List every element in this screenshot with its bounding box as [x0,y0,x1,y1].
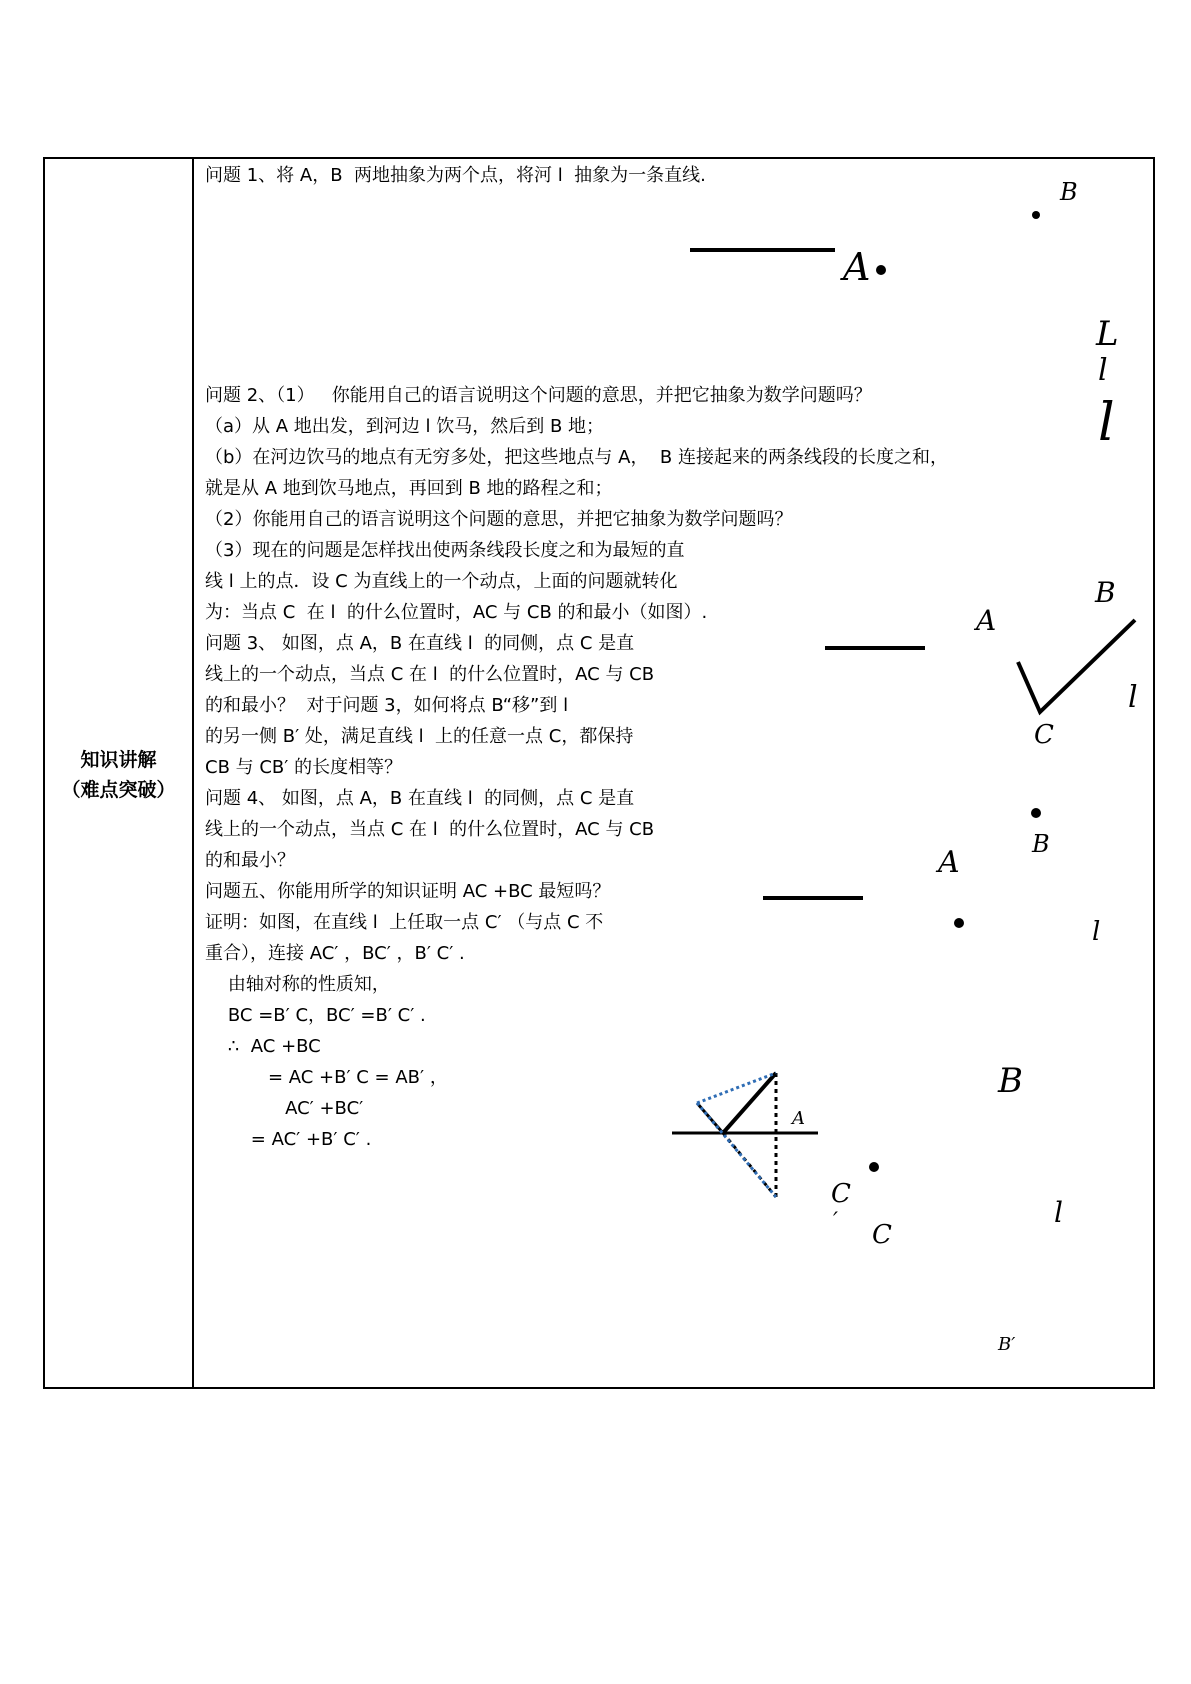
label-l-large: l [1098,393,1115,453]
label-a: A [976,604,997,637]
point-b-dot [1032,211,1040,219]
label-c: C [1034,720,1054,750]
text-line: 线 l 上的点．设 C 为直线上的一个动点，上面的问题就转化 [205,571,678,592]
path-acb [1018,620,1135,712]
text-line: （a）从 A 地出发，到河边 l 饮马，然后到 B 地； [205,416,605,437]
text-line: 问题 2、（1） 你能用自己的语言说明这个问题的意思，并把它抽象为数学问题吗？ [205,385,872,406]
text-line: 线上的一个动点，当点 C 在 l 的什么位置时，AC 与 CB [205,819,655,840]
text-line: = AC +B′ C = AB′ ， [205,1067,448,1088]
point-dot [869,1162,879,1172]
text-line: 就是从 A 地到饮马地点，再回到 B 地的路程之和； [205,478,613,499]
label-b-prime: B′ [998,1334,1016,1355]
point-a-dot [876,265,886,275]
text-line: 的和最小？ 对于问题 3，如何将点 B“移”到 l [205,695,569,716]
label-l: l [1054,1196,1063,1229]
text-line: CB 与 CB′ 的长度相等？ [205,757,403,778]
text-line: 证明：如图，在直线 l 上任取一点 C′ （与点 C 不 [205,912,604,933]
text-line: 问题 1、将 A，B 两地抽象为两个点，将河 l 抽象为一条直线. [205,165,706,186]
text-line: 由轴对称的性质知， [205,974,390,995]
text-line: 的另一侧 B′ 处，满足直线 l 上的任意一点 C，都保持 [205,726,634,747]
text-line: （3）现在的问题是怎样找出使两条线段长度之和为最短的直 [205,540,685,561]
section-label-main: 知识讲解 [80,749,157,771]
label-a: A [843,245,871,289]
label-l: l [1128,680,1138,715]
text-line: （b）在河边饮马的地点有无穷多处，把这些地点与 A， B 连接起来的两条线段的长度之和， [205,447,948,468]
text-line: 问题 3、 如图，点 A，B 在直线 l 的同侧，点 C 是直 [205,633,635,654]
point-a-dot [954,918,964,928]
text-line: ∴ AC +BC [205,1036,321,1057]
text-line: AC′ +BC′ [205,1098,364,1119]
label-b: B [1095,576,1116,609]
text-line: BC =B′ C，BC′ =B′ C′ . [205,1005,426,1026]
figure-2 [825,576,1138,750]
label-prime-mark: ′ [833,1209,838,1234]
label-a-small: A [792,1108,805,1129]
text-line: 的和最小？ [205,850,295,871]
text-line: 问题 4、 如图，点 A，B 在直线 l 的同侧，点 C 是直 [205,788,635,809]
label-b: B [998,1061,1023,1101]
text-line: 线上的一个动点，当点 C 在 l 的什么位置时，AC 与 CB [205,664,655,685]
label-b: B [1060,178,1078,206]
text-line: 为：当点 C 在 l 的什么位置时，AC 与 CB 的和最小（如图）. [205,602,708,623]
figure-3 [763,808,1100,947]
label-l-upper: L [1096,314,1119,354]
label-l: l [1092,917,1101,947]
section-label-sub: （难点突破） [61,779,176,801]
label-l-lower: l [1098,353,1108,388]
figure-4 [672,1061,1063,1355]
text-line: = AC′ +B′ C′ . [205,1129,372,1150]
text-line: （2）你能用自己的语言说明这个问题的意思，并把它抽象为数学问题吗？ [205,509,793,530]
label-c: C [872,1220,892,1250]
figure-1 [690,178,1119,453]
label-a: A [938,845,960,880]
point-b-dot [1031,808,1041,818]
label-b: B [1032,830,1050,858]
text-line: 重合），连接 AC′ ，BC′ ，B′ C′ . [205,943,465,964]
label-c-prime: C [831,1179,851,1209]
text-line: 问题五、你能用所学的知识证明 AC +BC 最短吗？ [205,881,611,902]
